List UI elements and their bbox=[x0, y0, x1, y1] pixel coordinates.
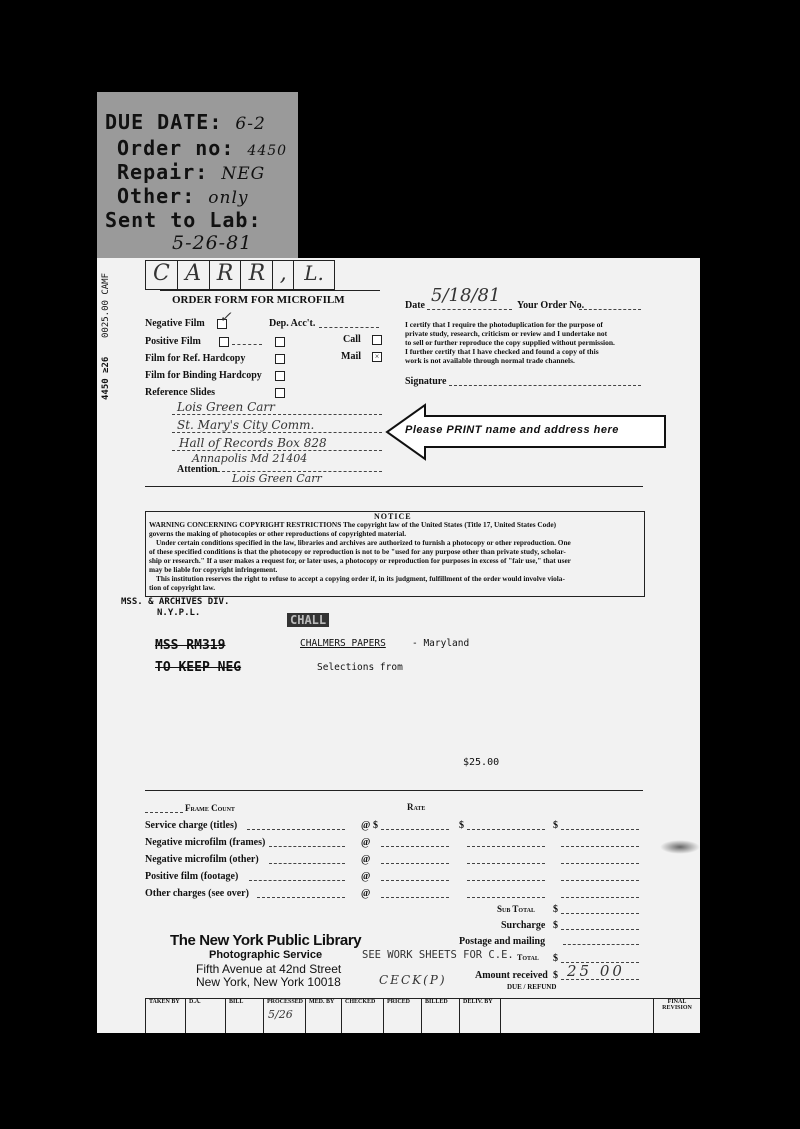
processed-value: 5/26 bbox=[268, 1008, 293, 1021]
selections-text: Selections from bbox=[317, 662, 403, 673]
dollar-sign: $ bbox=[373, 820, 378, 831]
footer-cell-checked bbox=[341, 998, 384, 1033]
amount-received-dollar: $ bbox=[553, 970, 558, 981]
repair-line bbox=[117, 160, 265, 184]
notice-line-6: may be liable for copyright infringement. bbox=[149, 565, 278, 574]
price-value: $25.00 bbox=[463, 757, 500, 768]
due-date-slip bbox=[97, 92, 298, 258]
footer-cell-final-revision bbox=[653, 998, 700, 1033]
sent-to-lab-label: Sent to Lab: bbox=[105, 208, 262, 232]
side-stamp-top: 0025.00 CAMF bbox=[101, 272, 111, 338]
dollar-sign: $ bbox=[459, 820, 464, 831]
other-line bbox=[117, 184, 249, 208]
footer-cell-label: CHECKED bbox=[345, 999, 376, 1005]
ceck-note: CECK(P) bbox=[379, 973, 447, 987]
edge-smudge bbox=[660, 840, 700, 854]
footer-cell-label: DELIV. BY bbox=[463, 999, 493, 1005]
due-date-line bbox=[105, 110, 266, 134]
name-box-1: C bbox=[146, 261, 178, 289]
address-line-4: Annapolis Md 21404 bbox=[192, 452, 308, 465]
footer-cell-priced bbox=[383, 998, 422, 1033]
collection-location: - Maryland bbox=[412, 638, 470, 649]
charge-row-label: Service charge (titles) bbox=[145, 820, 238, 831]
footer-cell-label: BILL bbox=[229, 999, 244, 1005]
address-line-3: Hall of Records Box 828 bbox=[179, 436, 327, 450]
library-address-1: Fifth Avenue at 42nd Street bbox=[196, 962, 342, 976]
your-order-label: Your Order No. bbox=[517, 300, 585, 311]
footer-cell-taken-by bbox=[145, 998, 186, 1033]
charge-row-label: Negative microfilm (other) bbox=[145, 854, 259, 865]
mss-code-stamp: MSS RM319 bbox=[155, 638, 226, 653]
dep-acct-label: Dep. Acc't. bbox=[269, 318, 316, 329]
footer-cell-processed bbox=[263, 998, 306, 1033]
at-sign: @ bbox=[361, 820, 371, 831]
see-work-sheets-stamp: SEE WORK SHEETS FOR C.E. bbox=[362, 949, 514, 961]
notice-line-3: Under certain conditions specified in the law, libraries and archives are authorized to furnish a photocopy or other reproduction. One bbox=[156, 538, 571, 547]
struck-stamp: CHALL bbox=[287, 613, 329, 627]
notice-line-2: governs the making of photocopies or other reproductions of copyrighted material. bbox=[149, 529, 407, 538]
nypl-stamp: N.Y.P.L. bbox=[157, 608, 201, 618]
call-checkbox[interactable] bbox=[372, 335, 382, 345]
due-date-value: 6-2 bbox=[235, 114, 266, 134]
amount-received-value: 25 00 bbox=[567, 962, 625, 980]
total-label: Total bbox=[517, 953, 539, 962]
reference-slides-label: Reference Slides bbox=[145, 387, 216, 398]
charge-row-label: Other charges (see over) bbox=[145, 888, 249, 899]
at-sign: @ bbox=[361, 871, 371, 882]
repair-label: Repair: bbox=[117, 160, 209, 184]
call-label: Call bbox=[343, 334, 361, 345]
dep-acct-checkbox[interactable] bbox=[275, 337, 285, 347]
footer-cell-label: PROCESSED bbox=[267, 999, 304, 1005]
footer-cell-bill bbox=[225, 998, 264, 1033]
charge-row-label: Negative microfilm (frames) bbox=[145, 837, 266, 848]
positive-film-checkbox[interactable] bbox=[219, 337, 229, 347]
due-refund-label: DUE / REFUND bbox=[507, 983, 557, 991]
keep-neg-stamp: TO KEEP NEG bbox=[155, 660, 242, 675]
footer-cell-label: D.A. bbox=[189, 999, 201, 1005]
rate-label: Rate bbox=[407, 802, 426, 812]
order-no-value: 4450 bbox=[247, 143, 288, 159]
footer-cell-med-by bbox=[305, 998, 342, 1033]
film-ref-label: Film for Ref. Hardcopy bbox=[145, 353, 246, 364]
surcharge-label: Surcharge bbox=[501, 920, 546, 931]
order-no-label: Order no: bbox=[117, 136, 235, 160]
name-boxes bbox=[145, 260, 335, 290]
sent-to-lab-line bbox=[105, 208, 262, 232]
mail-checkbox[interactable]: × bbox=[372, 352, 382, 362]
film-ref-checkbox[interactable] bbox=[275, 354, 285, 364]
at-sign: @ bbox=[361, 888, 371, 899]
side-stamp-bottom: 4450 ≥26 bbox=[101, 356, 111, 400]
film-binding-checkbox[interactable] bbox=[275, 371, 285, 381]
notice-line-4: of these specified conditions is that the photocopy or reproduction is not to be "used for any purpose other than private study, scholar- bbox=[149, 547, 566, 556]
copyright-notice bbox=[145, 511, 645, 597]
total-dollar: $ bbox=[553, 953, 558, 964]
other-label: Other: bbox=[117, 184, 196, 208]
address-line-2: St. Mary's City Comm. bbox=[177, 418, 315, 432]
certify-line-5: work is not available through normal trade channels. bbox=[405, 356, 575, 365]
order-no-line bbox=[117, 136, 287, 160]
frame-count-label: Frame Count bbox=[185, 803, 235, 813]
attention-value: Lois Green Carr bbox=[232, 472, 322, 485]
footer-cell-label: TAKEN BY bbox=[149, 999, 180, 1005]
name-box-3: R bbox=[210, 261, 242, 289]
amount-received-label: Amount received bbox=[475, 970, 548, 981]
signature-label: Signature bbox=[405, 376, 447, 387]
at-sign: @ bbox=[361, 837, 371, 848]
collection-name: CHALMERS PAPERS bbox=[300, 638, 386, 649]
notice-line-1: WARNING CONCERNING COPYRIGHT RESTRICTIONS The copyright law of the United States (Title 17, United States Code) bbox=[149, 520, 557, 529]
attention-label: Attention bbox=[177, 464, 218, 475]
sub-total-label: Sub Total bbox=[497, 904, 535, 914]
negative-film-label: Negative Film bbox=[145, 318, 205, 329]
notice-line-5: ship or research." If a user makes a request for, or later uses, a photocopy or reproduction for purposes in excess of "fair use," that user bbox=[149, 556, 571, 565]
address-line-1: Lois Green Carr bbox=[177, 400, 275, 414]
negative-film-check-mark: ✓ bbox=[219, 308, 232, 326]
footer-cell-label: PRICED bbox=[387, 999, 411, 1005]
footer-cell-label: MED. BY bbox=[309, 999, 335, 1005]
sent-to-lab-value: 5-26-81 bbox=[172, 232, 253, 254]
positive-film-label: Positive Film bbox=[145, 336, 201, 347]
footer-cell-label: BILLED bbox=[425, 999, 448, 1005]
name-box-6: L. bbox=[304, 261, 324, 285]
notice-title: NOTICE bbox=[374, 512, 412, 521]
at-sign: @ bbox=[361, 854, 371, 865]
dollar-sign: $ bbox=[553, 820, 558, 831]
library-service: Photographic Service bbox=[209, 949, 323, 961]
postage-label: Postage and mailing bbox=[459, 936, 546, 947]
print-here-text: Please PRINT name and address here bbox=[405, 424, 619, 436]
mail-label: Mail bbox=[341, 351, 361, 362]
certify-line-2: private study, research, criticism or review and I undertake not bbox=[405, 329, 608, 338]
surcharge-dollar: $ bbox=[553, 920, 558, 931]
date-label: Date bbox=[405, 300, 425, 311]
mss-archives-stamp: MSS. & ARCHIVES DIV. bbox=[121, 597, 230, 607]
repair-value: NEG bbox=[221, 164, 266, 184]
footer-cell-da bbox=[185, 998, 226, 1033]
notice-line-8: tion of copyright law. bbox=[149, 583, 216, 592]
charge-row-label: Positive film (footage) bbox=[145, 871, 239, 882]
reference-slides-checkbox[interactable] bbox=[275, 388, 285, 398]
form-title: ORDER FORM FOR MICROFILM bbox=[172, 294, 345, 306]
order-form-sheet bbox=[97, 258, 700, 1033]
footer-cell-billed bbox=[421, 998, 460, 1033]
due-date-label: DUE DATE: bbox=[105, 110, 223, 134]
library-name: The New York Public Library bbox=[170, 932, 362, 949]
sub-total-dollar: $ bbox=[553, 904, 558, 915]
name-box-4: R bbox=[241, 261, 273, 289]
certify-line-1: I certify that I require the photoduplication for the purpose of bbox=[405, 320, 603, 329]
notice-line-7: This institution reserves the right to refuse to accept a copying order if, in its judgment, fulfillment of the order would involve viola- bbox=[156, 574, 565, 583]
footer-cell-deliv-by bbox=[459, 998, 501, 1033]
name-box-2: A bbox=[178, 261, 210, 289]
certify-line-4: I further certify that I have checked and found a copy of this bbox=[405, 347, 599, 356]
library-address-2: New York, New York 10018 bbox=[196, 975, 341, 989]
footer-cell-label: FINAL REVISION bbox=[662, 999, 692, 1011]
name-box-5: , bbox=[273, 261, 294, 289]
film-binding-label: Film for Binding Hardcopy bbox=[145, 370, 262, 381]
other-value: only bbox=[208, 188, 249, 208]
certify-line-3: to sell or further reproduce the copy supplied without permission. bbox=[405, 338, 615, 347]
date-value: 5/18/81 bbox=[431, 285, 501, 306]
